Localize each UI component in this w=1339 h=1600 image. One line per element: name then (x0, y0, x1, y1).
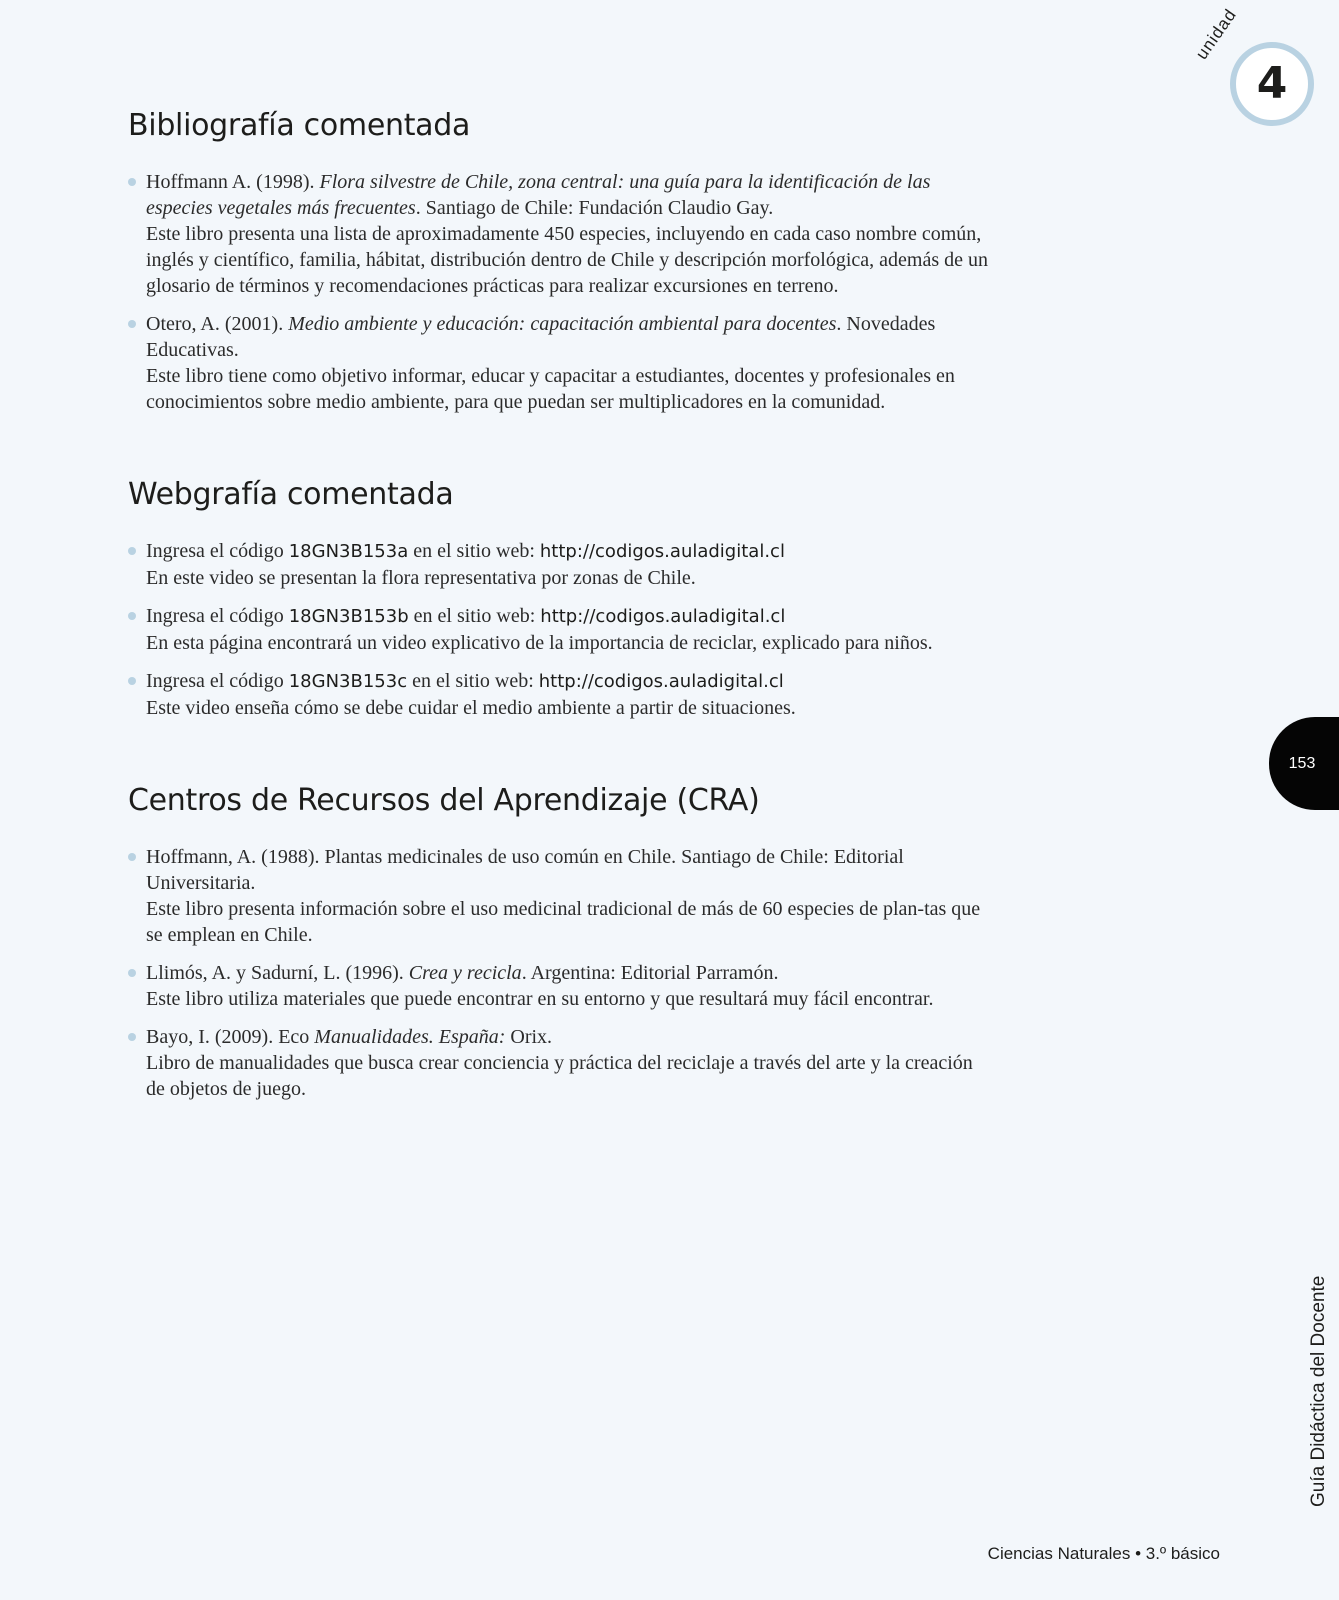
bibliografia-section (128, 108, 990, 415)
footer-text: Ciencias Naturales • 3.º básico (987, 1544, 1220, 1563)
web-url-link[interactable]: http://codigos.auladigital.cl (539, 541, 785, 562)
web-reference-list (128, 538, 990, 721)
cra-reference-list (128, 844, 990, 1102)
reference-list (128, 169, 990, 415)
web-prefix: Ingresa el código (146, 605, 289, 627)
bullet-icon (128, 1033, 136, 1041)
list-item (128, 960, 990, 1012)
web-middle: en el sitio web: (408, 540, 540, 562)
reference-author: Hoffmann A. (1998). (146, 171, 320, 193)
reference-author: Hoffmann, A. (1988). Plantas medicinales de uso común en Chile. Santiago de Chile: Editorial Universitaria. (146, 846, 904, 894)
unit-label: unidad (1192, 5, 1241, 63)
web-description: En esta página encontrará un video explicativo de la importancia de reciclar, explicado para niños. (146, 632, 933, 654)
reference-publisher: Orix. (505, 1026, 553, 1048)
page-number: 153 (1288, 755, 1316, 772)
access-code: 18GN3B153b (288, 606, 409, 627)
access-code: 18GN3B153a (288, 541, 409, 562)
list-item (128, 538, 990, 591)
unit-number: 4 (1256, 58, 1288, 109)
web-prefix: Ingresa el código (146, 670, 289, 692)
web-middle: en el sitio web: (408, 605, 541, 627)
bullet-icon (128, 547, 136, 555)
cra-section (128, 783, 990, 1102)
list-item (128, 603, 990, 656)
reference-publisher: . Santiago de Chile: Fundación Claudio Gay. (415, 197, 774, 219)
web-url-link[interactable]: http://codigos.auladigital.cl (538, 671, 784, 692)
section-title: Centros de Recursos del Aprendizaje (CRA) (128, 783, 760, 818)
reference-title: Flora silvestre de Chile, zona central: una guía para la identificación de las especies vegetales más frecuentes (146, 171, 931, 219)
reference-title: Medio ambiente y educación: capacitación ambiental para docentes (288, 313, 837, 335)
bullet-icon (128, 853, 136, 861)
list-item (128, 844, 990, 948)
unit-badge (1192, 5, 1320, 134)
bullet-icon (128, 178, 136, 186)
page-number-tab (1269, 717, 1339, 810)
reference-description: Este libro presenta una lista de aproximadamente 450 especies, incluyendo en cada caso nombre común, inglés y científico, familia, hábitat, distribución dentro de Chile y descripción morfológica, además de un glosario de términos y recomendaciones prácticas para realizar excursiones en terreno. (146, 223, 988, 297)
reference-author: Bayo, I. (2009). Eco (146, 1026, 315, 1048)
side-label: Guía Didáctica del Docente (1308, 1275, 1329, 1507)
section-title: Webgrafía comentada (128, 477, 454, 512)
reference-description: Este libro presenta información sobre el uso medicinal tradicional de más de 60 especies de plan-tas que se emplean en Chile. (146, 898, 981, 946)
web-description: En este video se presentan la flora representativa por zonas de Chile. (146, 567, 696, 589)
main-content (128, 108, 990, 1164)
reference-author: Llimós, A. y Sadurní, L. (1996). (146, 962, 409, 984)
reference-author: Otero, A. (2001). (146, 313, 289, 335)
web-middle: en el sitio web: (407, 670, 539, 692)
bullet-icon (128, 320, 136, 328)
reference-publisher: . Novedades Educativas. (146, 313, 936, 361)
reference-publisher: . Argentina: Editorial Parramón. (521, 962, 779, 984)
reference-title: Crea y recicla (408, 962, 522, 984)
bullet-icon (128, 969, 136, 977)
web-description: Este video enseña cómo se debe cuidar el medio ambiente a partir de situaciones. (146, 697, 796, 719)
access-code: 18GN3B153c (288, 671, 408, 692)
list-item (128, 169, 990, 299)
web-prefix: Ingresa el código (146, 540, 289, 562)
list-item (128, 311, 990, 415)
list-item (128, 1024, 990, 1102)
bullet-icon (128, 677, 136, 685)
reference-description: Este libro tiene como objetivo informar, educar y capacitar a estudiantes, docentes y profesionales en conocimientos sobre medio ambiente, para que puedan ser multiplicadores en la comunidad. (146, 365, 955, 413)
list-item (128, 668, 990, 721)
bullet-icon (128, 612, 136, 620)
reference-description: Este libro utiliza materiales que puede encontrar en su entorno y que resultará muy fácil encontrar. (146, 988, 934, 1010)
webgrafia-section (128, 477, 990, 721)
web-url-link[interactable]: http://codigos.auladigital.cl (540, 606, 786, 627)
section-title: Bibliografía comentada (128, 108, 471, 143)
reference-title: Manualidades. España: (314, 1026, 506, 1048)
reference-description: Libro de manualidades que busca crear conciencia y práctica del reciclaje a través del arte y la creación de objetos de juego. (146, 1052, 973, 1100)
